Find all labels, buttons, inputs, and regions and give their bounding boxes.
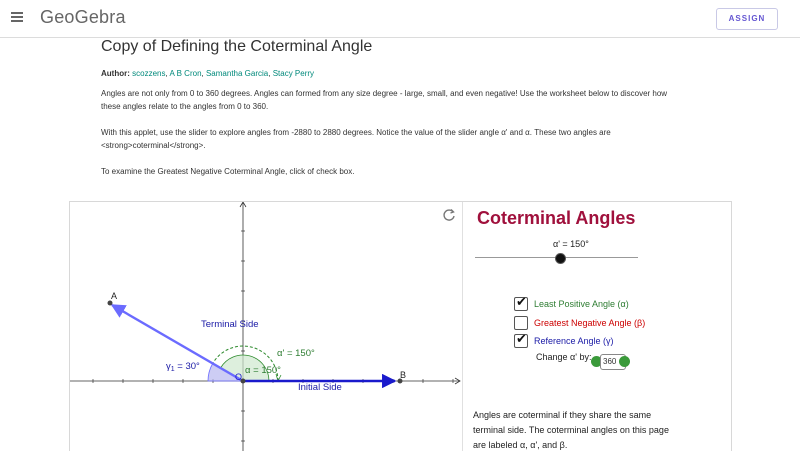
instructions-paragraph: With this applet, use the slider to explore angles from -2880 to 2880 degrees. Notice the value of the slider angle α' and α. These two angles are <strong>coterminal</strong>.	[101, 128, 611, 150]
check-icon: ✔	[516, 331, 527, 346]
point-b-label: B	[400, 370, 407, 380]
alpha-label: α = 150°	[245, 365, 281, 376]
algebra-panel	[462, 202, 732, 451]
graphics-view[interactable]	[70, 202, 462, 451]
intro-paragraph: Angles are not only from 0 to 360 degrees. Angles can formed from any size degree - large, small, and even negative! Use the worksheet below to discover how these angles relate to the angles from 0 to 360.	[101, 89, 668, 111]
gamma-value: = 30°	[174, 361, 200, 372]
initial-side-label: Initial Side	[298, 382, 342, 393]
author-link[interactable]: Stacy Perry	[272, 69, 315, 78]
geogebra-applet[interactable]	[69, 201, 732, 451]
panel-title: Coterminal Angles	[477, 208, 636, 228]
author-label: Author:	[101, 69, 130, 78]
terminal-side-label: Terminal Side	[201, 319, 259, 330]
author-line: Author: scozzens, A B Cron, Samantha Garcia, Stacy Perry	[101, 69, 315, 78]
hamburger-menu-icon[interactable]	[11, 12, 23, 22]
point-a-label: A	[111, 291, 118, 301]
slider-knob[interactable]	[555, 253, 566, 264]
gamma-symbol: γ	[166, 361, 171, 372]
author-link[interactable]: A B Cron	[169, 69, 202, 78]
point-a[interactable]	[108, 301, 113, 306]
author-link[interactable]: Samantha Garcia	[205, 69, 269, 78]
checkbox-instruction: To examine the Greatest Negative Coterminal Angle, click of check box.	[101, 167, 355, 176]
page-title: Copy of Defining the Coterminal Angle	[101, 38, 373, 55]
change-amount-input[interactable]: 360	[600, 354, 626, 370]
check-icon: ✔	[516, 294, 527, 309]
refresh-icon[interactable]	[442, 208, 456, 222]
gamma-subscript: 1	[170, 366, 175, 373]
checkbox-box[interactable]	[514, 294, 528, 311]
coterminal-description: Angles are coterminal if they share the same terminal side. The coterminal angles on this page are labeled α, α', and β.	[473, 410, 669, 450]
checkbox-box[interactable]	[514, 316, 528, 330]
checkbox-label: Greatest Negative Angle (β)	[534, 318, 646, 328]
checkbox-box[interactable]	[514, 331, 528, 348]
change-label: Change α' by:	[536, 352, 592, 362]
alpha-prime-label: α' = 150°	[277, 348, 315, 359]
slider-label: α' = 150°	[553, 239, 589, 249]
axis-ticks	[93, 202, 453, 441]
increment-button[interactable]	[619, 356, 630, 367]
author-link[interactable]: scozzens	[132, 69, 166, 78]
assign-button[interactable]: ASSIGN	[716, 8, 778, 30]
checkbox-label: Reference Angle (γ)	[534, 336, 614, 346]
checkbox-label: Least Positive Angle (α)	[534, 299, 629, 309]
gamma-label	[166, 361, 200, 373]
geogebra-logo[interactable]: GeoGebra	[40, 7, 126, 27]
point-o-label: O	[235, 372, 243, 382]
top-bar	[0, 0, 800, 38]
